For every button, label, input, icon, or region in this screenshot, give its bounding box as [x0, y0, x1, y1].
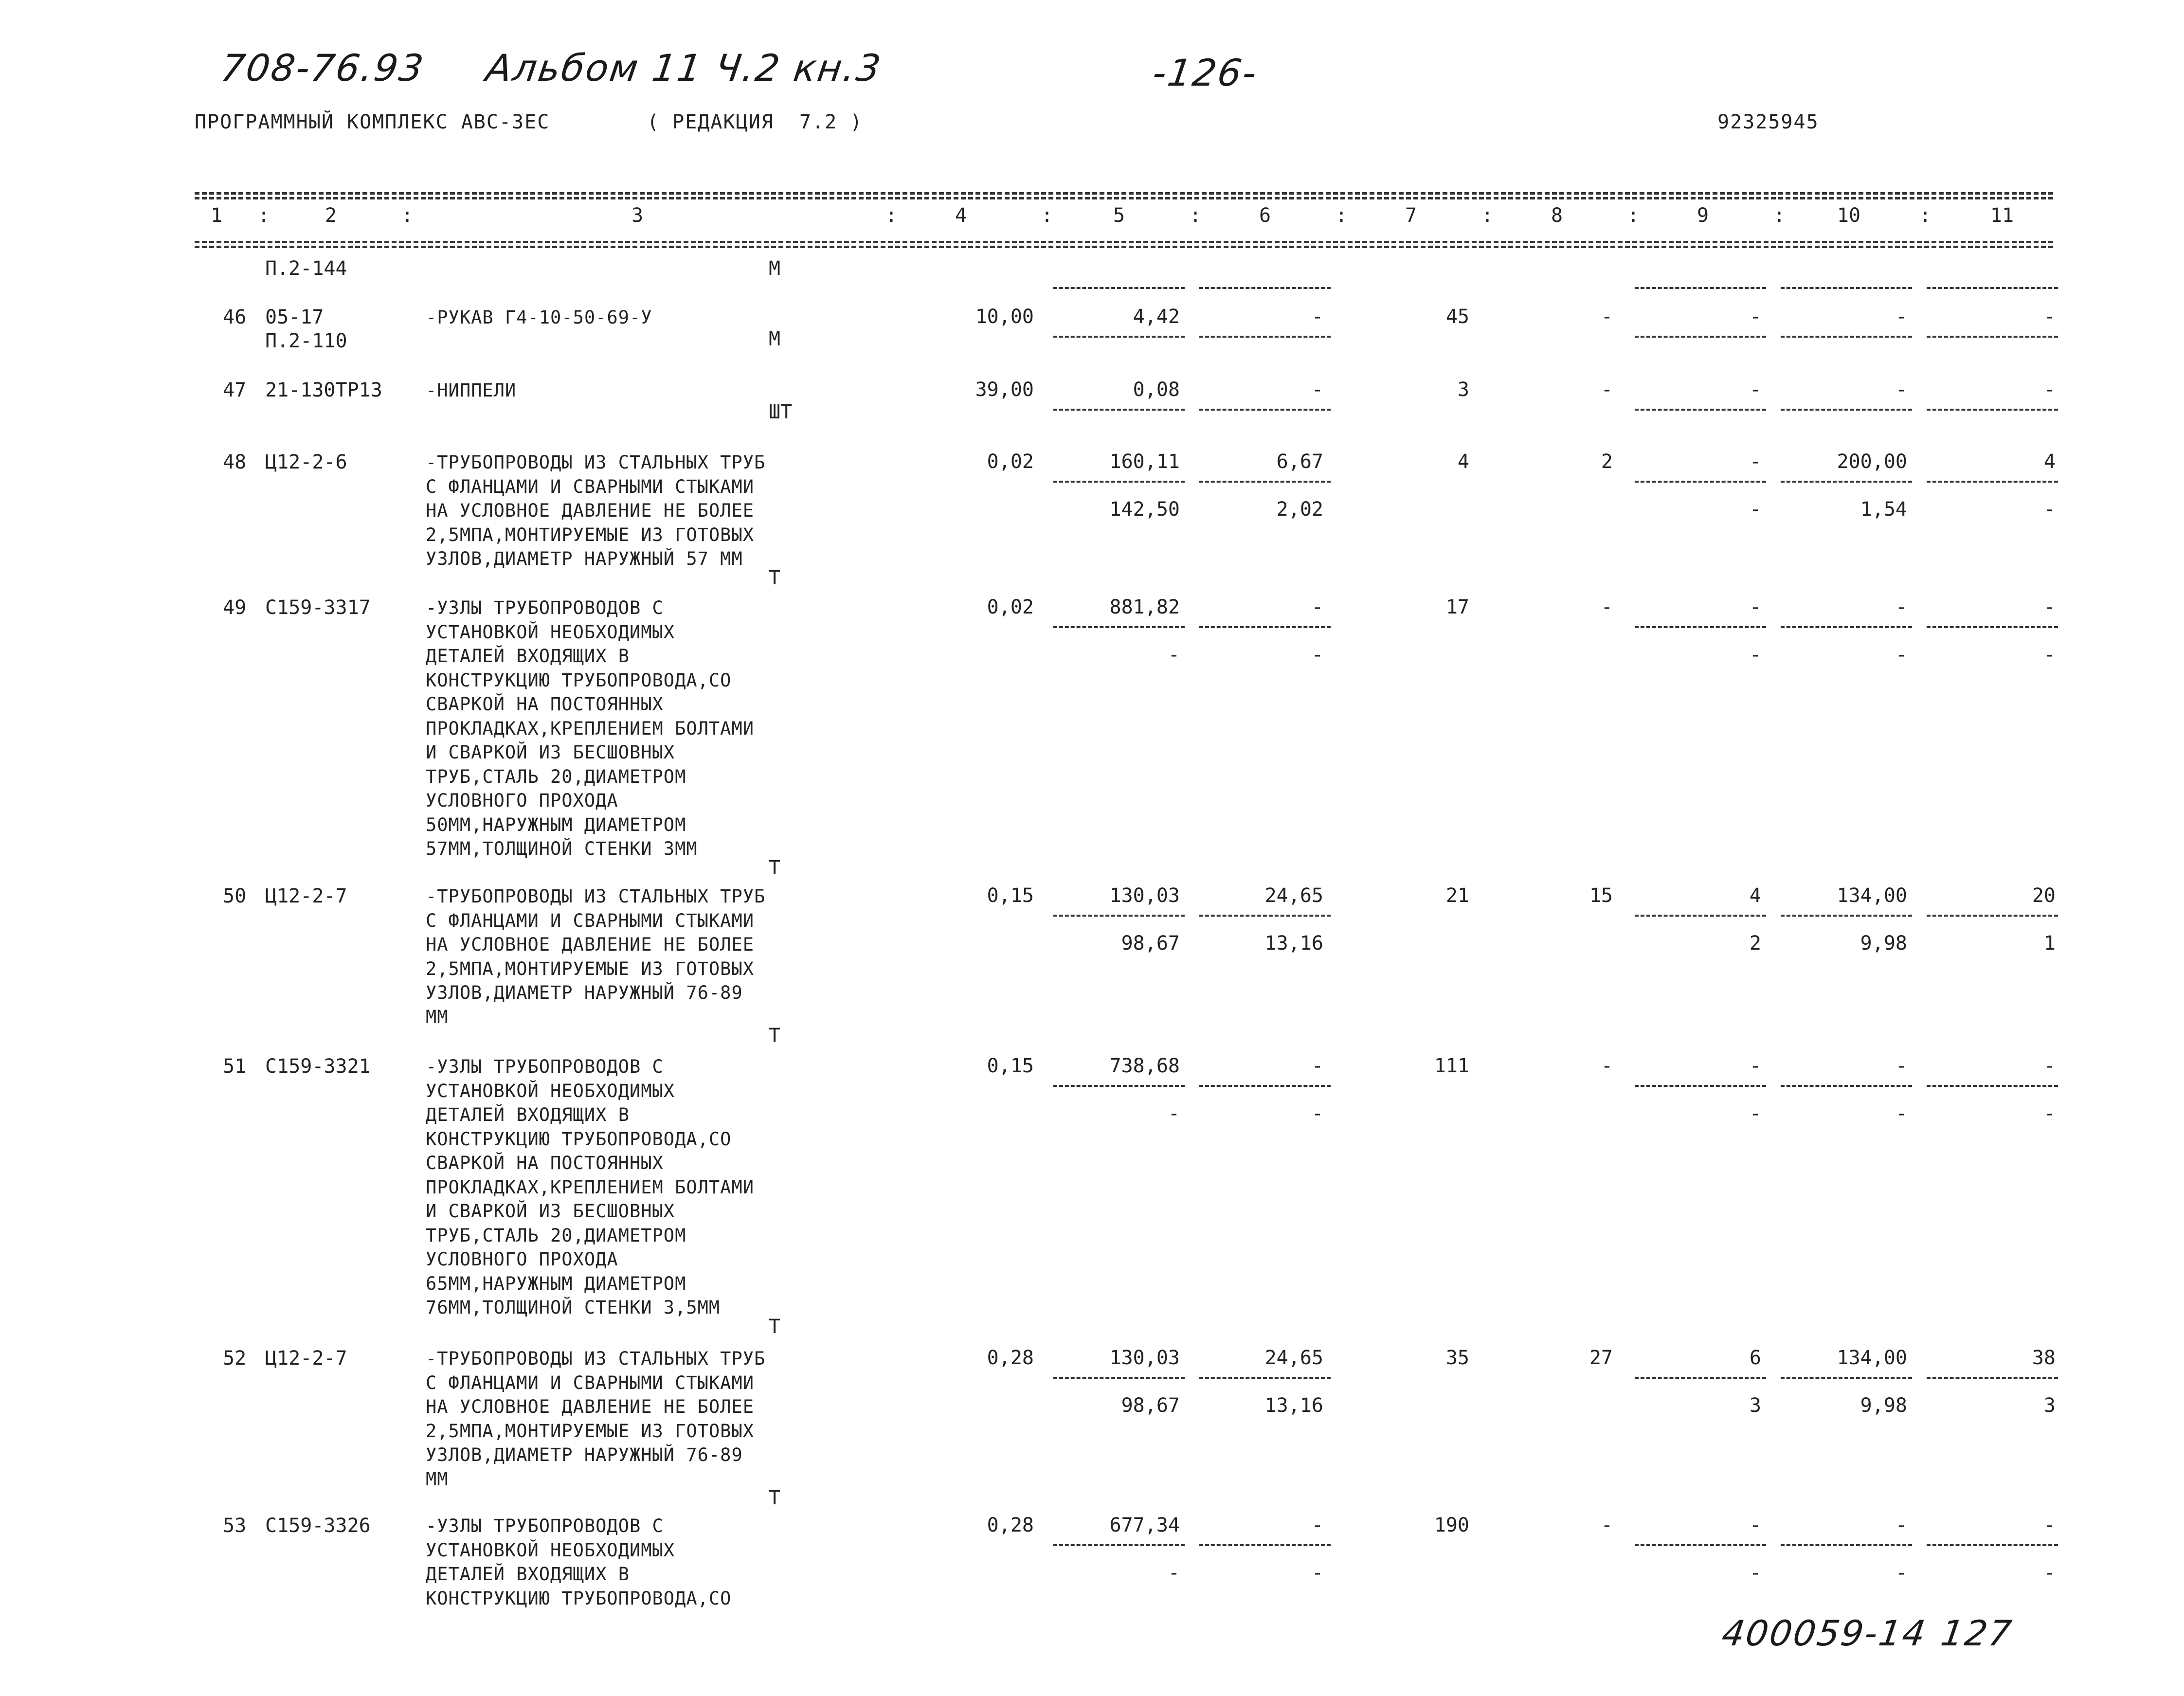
row-value-col9: - [1749, 596, 1761, 618]
value-underline [1053, 1544, 1185, 1546]
row-subvalue-col10: 9,98 [1860, 1394, 1907, 1417]
row-subvalue-col9: 2 [1749, 932, 1761, 955]
row-value-col6: - [1311, 1514, 1323, 1536]
value-underline [1199, 1377, 1331, 1379]
row-value-col5: 160,11 [1109, 451, 1180, 473]
program-name: ПРОГРАММНЫЙ КОМПЛЕКС АВС-3ЕС [195, 111, 550, 133]
row-subvalue-col6: - [1311, 1562, 1323, 1584]
row-code: С159-3326 [265, 1515, 371, 1537]
value-underline [1199, 626, 1331, 628]
value-underline [1781, 1544, 1912, 1546]
row-value-col8: - [1601, 1514, 1613, 1536]
row-value-col4: 0,28 [987, 1514, 1034, 1536]
row-subvalue-col11: - [2043, 498, 2056, 521]
value-underline [1927, 1377, 2058, 1379]
row-value-col4: 0,15 [987, 884, 1034, 907]
value-underline [1199, 287, 1331, 289]
value-underline [1927, 915, 2058, 917]
row-value-col9: 6 [1749, 1347, 1761, 1369]
row-description: -УЗЛЫ ТРУБОПРОВОДОВ С УСТАНОВКОЙ НЕОБХОДИМЫХ ДЕТАЛЕЙ ВХОДЯЩИХ В КОНСТРУКЦИЮ ТРУБОПРОВОДА,СО СВАРКОЙ НА ПОСТОЯННЫХ ПРОКЛАДКАХ,КРЕПЛЕНИЕМ БОЛТАМИ И СВАРКОЙ ИЗ БЕСШОВНЫХ ТРУБ,СТАЛЬ 20,ДИАМЕТРОМ УСЛОВНОГО ПРОХОДА 50ММ,НАРУЖНЫМ ДИАМЕТРОМ 57ММ,ТОЛЩИНОЙ СТЕНКИ 3ММ [426, 597, 755, 859]
value-underline [1635, 1377, 1766, 1379]
value-underline [1053, 287, 1185, 289]
row-value-col8: - [1601, 306, 1613, 328]
row-subvalue-col5: - [1168, 1562, 1180, 1584]
row-unit: ШТ [769, 401, 793, 423]
row-unit: Т [769, 566, 781, 589]
row-subvalue-col9: - [1749, 644, 1761, 666]
row-subvalue-col11: - [2043, 1562, 2056, 1584]
value-underline [1053, 626, 1185, 628]
row-value-col8: 27 [1589, 1347, 1613, 1369]
value-underline [1781, 626, 1912, 628]
project-code: 708-76.93 [218, 46, 428, 90]
value-underline [1927, 1085, 2058, 1087]
row-description: -ТРУБОПРОВОДЫ ИЗ СТАЛЬНЫХ ТРУБ С ФЛАНЦАМИ И СВАРНЫМИ СТЫКАМИ НА УСЛОВНОЕ ДАВЛЕНИЕ НЕ БОЛЕЕ 2,5МПА,МОНТИРУЕМЫЕ ИЗ ГОТОВЫХ УЗЛОВ,ДИАМЕТР НАРУЖНЫЙ 76-89 ММ [426, 1348, 766, 1490]
row-value-col8: 2 [1601, 451, 1613, 473]
row-value-col7: 4 [1457, 451, 1469, 473]
row-number: 52 [223, 1347, 247, 1370]
value-underline [1053, 915, 1185, 917]
value-underline [1199, 336, 1331, 338]
row-value-col9: - [1749, 451, 1761, 473]
value-underline [1053, 1085, 1185, 1087]
column-separator: : [1481, 204, 1494, 227]
row-subvalue-col6: - [1311, 644, 1323, 666]
row-value-col6: 24,65 [1264, 1347, 1323, 1369]
row-value-col11: 20 [2032, 884, 2056, 907]
row-number: 46 [223, 306, 247, 328]
row-value-col4: 0,28 [987, 1347, 1034, 1369]
value-underline [1635, 409, 1766, 411]
row-value-col4: 39,00 [975, 379, 1034, 401]
row-value-col11: - [2043, 1055, 2056, 1077]
row-value-col4: 0,02 [987, 451, 1034, 473]
row-value-col4: 0,15 [987, 1055, 1034, 1077]
value-underline [1199, 1544, 1331, 1546]
column-header-8: 8 [1551, 204, 1563, 227]
row-subvalue-col5: 98,67 [1121, 932, 1180, 955]
column-separator: : [401, 204, 414, 227]
row-value-col11: - [2043, 306, 2056, 328]
row-value-col8: - [1601, 596, 1613, 618]
document-id: 92325945 [1717, 111, 1819, 133]
value-underline [1199, 915, 1331, 917]
row-code: Ц12-2-7 [265, 885, 347, 907]
row-code-secondary: П.2-110 [265, 330, 347, 352]
row-subvalue-col10: - [1895, 644, 1907, 666]
value-underline [1927, 626, 2058, 628]
column-separator: : [258, 204, 270, 227]
row-value-col8: 15 [1589, 884, 1613, 907]
column-header-11: 11 [1990, 204, 2014, 227]
row-code: 21-130ТР13 [265, 379, 382, 401]
value-underline [1781, 336, 1912, 338]
row-value-col11: 38 [2032, 1347, 2056, 1369]
row-subvalue-col10: - [1895, 1562, 1907, 1584]
row-subvalue-col6: 2,02 [1276, 498, 1323, 521]
value-underline [1927, 409, 2058, 411]
row-value-col9: - [1749, 1055, 1761, 1077]
row-number: 48 [223, 451, 247, 473]
column-header-4: 4 [955, 204, 967, 227]
value-underline [1635, 1544, 1766, 1546]
row-value-col4: 10,00 [975, 306, 1034, 328]
row-value-col6: - [1311, 306, 1323, 328]
row-subvalue-col10: - [1895, 1102, 1907, 1125]
row-value-col6: - [1311, 379, 1323, 401]
row-value-col5: 738,68 [1109, 1055, 1180, 1077]
value-underline [1781, 409, 1912, 411]
row-subvalue-col10: 9,98 [1860, 932, 1907, 955]
row-value-col10: 134,00 [1837, 1347, 1907, 1369]
row-subvalue-col5: - [1168, 1102, 1180, 1125]
header-rule-top [195, 192, 2053, 195]
row-value-col10: - [1895, 306, 1907, 328]
row-value-col11: - [2043, 596, 2056, 618]
row-code: Ц12-2-7 [265, 1347, 347, 1370]
row-value-col5: 130,03 [1109, 1347, 1180, 1369]
row-subvalue-col11: 3 [2043, 1394, 2056, 1417]
row-number: 51 [223, 1055, 247, 1078]
column-header-1: 1 [210, 204, 223, 227]
row-description: -УЗЛЫ ТРУБОПРОВОДОВ С УСТАНОВКОЙ НЕОБХОДИМЫХ ДЕТАЛЕЙ ВХОДЯЩИХ В КОНСТРУКЦИЮ ТРУБОПРОВОДА,СО [426, 1516, 732, 1609]
row-value-col6: 6,67 [1276, 451, 1323, 473]
column-header-6: 6 [1259, 204, 1271, 227]
row-value-col5: 677,34 [1109, 1514, 1180, 1536]
row-value-col5: 4,42 [1133, 306, 1180, 328]
value-underline [1053, 409, 1185, 411]
value-underline [1635, 915, 1766, 917]
row-code: С159-3321 [265, 1055, 371, 1078]
column-header-5: 5 [1113, 204, 1125, 227]
column-header-7: 7 [1405, 204, 1417, 227]
row-value-col11: - [2043, 1514, 2056, 1536]
value-underline [1781, 1085, 1912, 1087]
row-unit: Т [769, 1487, 781, 1509]
value-underline [1927, 481, 2058, 483]
value-underline [1199, 1085, 1331, 1087]
value-underline [1927, 336, 2058, 338]
column-separator: : [1627, 204, 1640, 227]
value-underline [1781, 1377, 1912, 1379]
row-value-col9: - [1749, 306, 1761, 328]
row-subvalue-col9: 3 [1749, 1394, 1761, 1417]
row-number: 47 [223, 379, 247, 401]
column-header-2: 2 [325, 204, 337, 227]
value-underline [1199, 481, 1331, 483]
row-subvalue-col5: 98,67 [1121, 1394, 1180, 1417]
row-subvalue-col6: 13,16 [1264, 932, 1323, 955]
row-code: 05-17 [265, 306, 324, 328]
row-subvalue-col11: 1 [2043, 932, 2056, 955]
row-value-col8: - [1601, 379, 1613, 401]
inventory-number: 400059-14 [1719, 1613, 1930, 1654]
row-value-col5: 881,82 [1109, 596, 1180, 618]
row-unit: Т [769, 1025, 781, 1047]
row-value-col9: - [1749, 379, 1761, 401]
row-subvalue-col5: 142,50 [1109, 498, 1180, 521]
row-unit: М [769, 328, 781, 350]
header-rule-bottom-2 [195, 246, 2053, 248]
row-value-col5: 0,08 [1133, 379, 1180, 401]
value-underline [1635, 336, 1766, 338]
row-number: 53 [223, 1515, 247, 1537]
value-underline [1927, 287, 2058, 289]
sheet-number: 127 [1938, 1613, 2016, 1654]
header-rule-bottom [195, 241, 2053, 243]
row-value-col11: 4 [2043, 451, 2056, 473]
row-subvalue-col9: - [1749, 498, 1761, 521]
row-value-col10: 200,00 [1837, 451, 1907, 473]
value-underline [1053, 481, 1185, 483]
column-separator: : [885, 204, 898, 227]
row-subvalue-col9: - [1749, 1102, 1761, 1125]
row-description: -НИППЕЛИ [426, 380, 517, 401]
value-underline [1053, 336, 1185, 338]
edition: ( РЕДАКЦИЯ 7.2 ) [647, 111, 863, 133]
page-number: -126- [1150, 51, 1261, 94]
column-header-9: 9 [1697, 204, 1709, 227]
row-value-col6: - [1311, 596, 1323, 618]
column-separator: : [1041, 204, 1053, 227]
row-value-col7: 21 [1445, 884, 1469, 907]
value-underline [1635, 481, 1766, 483]
row-value-col10: - [1895, 1055, 1907, 1077]
row-subvalue-col6: 13,16 [1264, 1394, 1323, 1417]
value-underline [1199, 409, 1331, 411]
row-number: 49 [223, 596, 247, 619]
row-description: -ТРУБОПРОВОДЫ ИЗ СТАЛЬНЫХ ТРУБ С ФЛАНЦАМИ И СВАРНЫМИ СТЫКАМИ НА УСЛОВНОЕ ДАВЛЕНИЕ НЕ БОЛЕЕ 2,5МПА,МОНТИРУЕМЫЕ ИЗ ГОТОВЫХ УЗЛОВ,ДИАМЕТР НАРУЖНЫЙ 57 ММ [426, 452, 766, 569]
value-underline [1635, 1085, 1766, 1087]
album-title: Альбом 11 Ч.2 кн.3 [483, 46, 885, 90]
column-header-10: 10 [1837, 204, 1861, 227]
column-separator: : [1919, 204, 1931, 227]
row-number: 50 [223, 885, 247, 907]
row-subvalue-col11: - [2043, 1102, 2056, 1125]
row-value-col7: 111 [1434, 1055, 1469, 1077]
column-separator: : [1190, 204, 1202, 227]
row-value-col6: - [1311, 1055, 1323, 1077]
row-value-col10: - [1895, 1514, 1907, 1536]
row-code: П.2-144 [265, 257, 347, 280]
row-description: -РУКАВ Г4-10-50-69-У [426, 307, 652, 328]
row-value-col7: 17 [1445, 596, 1469, 618]
row-value-col6: 24,65 [1264, 884, 1323, 907]
row-description: -УЗЛЫ ТРУБОПРОВОДОВ С УСТАНОВКОЙ НЕОБХОДИМЫХ ДЕТАЛЕЙ ВХОДЯЩИХ В КОНСТРУКЦИЮ ТРУБОПРОВОДА,СО СВАРКОЙ НА ПОСТОЯННЫХ ПРОКЛАДКАХ,КРЕПЛЕНИЕМ БОЛТАМИ И СВАРКОЙ ИЗ БЕСШОВНЫХ ТРУБ,СТАЛЬ 20,ДИАМЕТРОМ УСЛОВНОГО ПРОХОДА 65ММ,НАРУЖНЫМ ДИАМЕТРОМ 76ММ,ТОЛЩИНОЙ СТЕНКИ 3,5ММ [426, 1056, 755, 1318]
row-value-col9: - [1749, 1514, 1761, 1536]
row-subvalue-col10: 1,54 [1860, 498, 1907, 521]
row-value-col11: - [2043, 379, 2056, 401]
row-unit: М [769, 257, 781, 280]
row-code: С159-3317 [265, 596, 371, 619]
column-separator: : [1773, 204, 1786, 227]
row-value-col7: 190 [1434, 1514, 1469, 1536]
row-subvalue-col6: - [1311, 1102, 1323, 1125]
row-value-col9: 4 [1749, 884, 1761, 907]
row-value-col4: 0,02 [987, 596, 1034, 618]
row-value-col5: 130,03 [1109, 884, 1180, 907]
row-unit: Т [769, 856, 781, 879]
value-underline [1781, 287, 1912, 289]
row-subvalue-col5: - [1168, 644, 1180, 666]
value-underline [1781, 481, 1912, 483]
column-separator: : [1336, 204, 1348, 227]
value-underline [1635, 287, 1766, 289]
value-underline [1635, 626, 1766, 628]
value-underline [1053, 1377, 1185, 1379]
value-underline [1927, 1544, 2058, 1546]
row-value-col7: 3 [1457, 379, 1469, 401]
header-rule-top-2 [195, 197, 2053, 199]
column-header-3: 3 [631, 204, 644, 227]
row-subvalue-col9: - [1749, 1562, 1761, 1584]
row-code: Ц12-2-6 [265, 451, 347, 473]
row-subvalue-col11: - [2043, 644, 2056, 666]
row-value-col10: 134,00 [1837, 884, 1907, 907]
row-value-col10: - [1895, 596, 1907, 618]
value-underline [1781, 915, 1912, 917]
row-value-col7: 35 [1445, 1347, 1469, 1369]
row-value-col8: - [1601, 1055, 1613, 1077]
row-value-col7: 45 [1445, 306, 1469, 328]
row-description: -ТРУБОПРОВОДЫ ИЗ СТАЛЬНЫХ ТРУБ С ФЛАНЦАМИ И СВАРНЫМИ СТЫКАМИ НА УСЛОВНОЕ ДАВЛЕНИЕ НЕ БОЛЕЕ 2,5МПА,МОНТИРУЕМЫЕ ИЗ ГОТОВЫХ УЗЛОВ,ДИАМЕТР НАРУЖНЫЙ 76-89 ММ [426, 886, 766, 1028]
row-unit: Т [769, 1315, 781, 1338]
row-value-col10: - [1895, 379, 1907, 401]
